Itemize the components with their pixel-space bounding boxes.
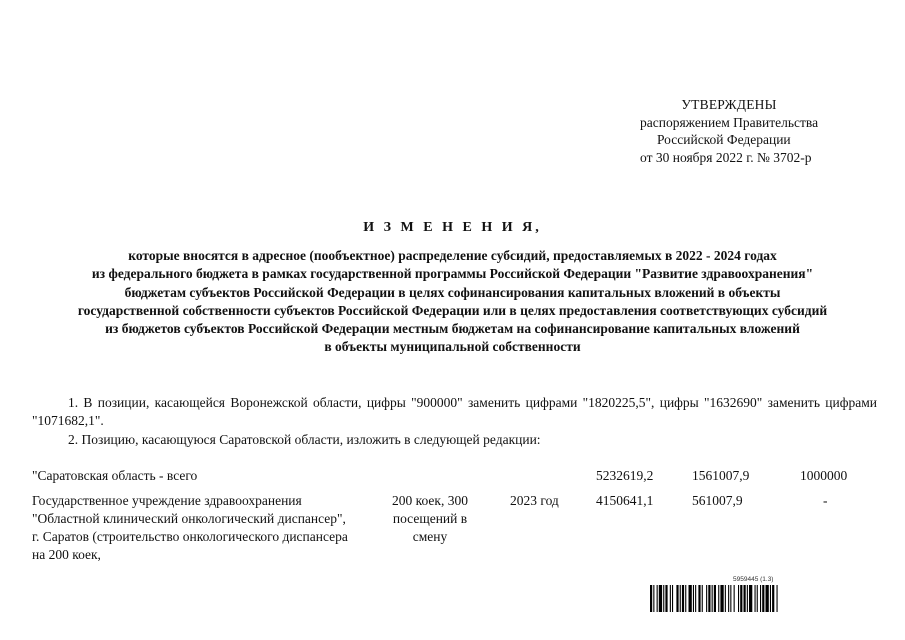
value-2023: 1561007,9: [692, 468, 750, 483]
subtitle-line: бюджетам субъектов Российской Федерации в целях софинансирования капитальных вложений в объекты: [124, 284, 781, 300]
approval-heading: УТВЕРЖДЕНЫ: [681, 97, 777, 112]
subtitle-line: которые вносятся в адресное (пообъектное) распределение субсидий, предоставляемых в 2022 - 2024 годах: [128, 248, 777, 263]
approval-line-3: от 30 ноября 2022 г. № 3702-р: [640, 149, 812, 165]
paragraph-2: 2. Позицию, касающуюся Саратовской области, изложить в следующей редакции:: [68, 432, 541, 447]
value-total: 5232619,2: [596, 468, 654, 483]
row-name: "Саратовская область - всего: [32, 468, 198, 483]
subtitle-line: из федерального бюджета в рамках государственной программы Российской Федерации "Развитие здравоохранения": [91, 266, 814, 282]
value-total: 4150641,1: [596, 493, 654, 508]
barcode-icon: [650, 585, 860, 612]
object-year: 2023 год: [510, 493, 559, 508]
approval-line-2: Российской Федерации: [657, 132, 791, 147]
value-2023: 561007,9: [692, 493, 743, 508]
approval-line-1: распоряжением Правительства: [640, 114, 819, 130]
barcode-number: 5959445 (1.3): [733, 576, 774, 583]
value-2024: -: [823, 493, 828, 508]
value-2024: 1000000: [800, 468, 848, 483]
subtitle-line: в объекты муниципальной собственности: [324, 339, 581, 355]
object-capacity: 200 коек, 300 посещений в смену: [392, 493, 468, 544]
document-title: И З М Е Н Е Н И Я,: [363, 220, 542, 235]
object-name: Государственное учреждение здравоохранения "Областной клинический онкологический диспансер", г. Саратов (строительство онкологического диспансера на 200 коек,: [32, 493, 348, 562]
subtitle-line: из бюджетов субъектов Российской Федерации местным бюджетам на софинансирование капитальных вложений: [105, 321, 800, 337]
subtitle-line: государственной собственности субъектов Российской Федерации или в целях предоставления соответствующих субсидий: [77, 302, 828, 318]
document-subtitle: [20, 247, 885, 357]
paragraph-1: 1. В позиции, касающейся Воронежской области, цифры "900000" заменить цифрами "1820225,5", цифры "1632690" заменить цифрами "1071682,1".: [32, 395, 877, 428]
approval-stamp: [640, 96, 880, 166]
